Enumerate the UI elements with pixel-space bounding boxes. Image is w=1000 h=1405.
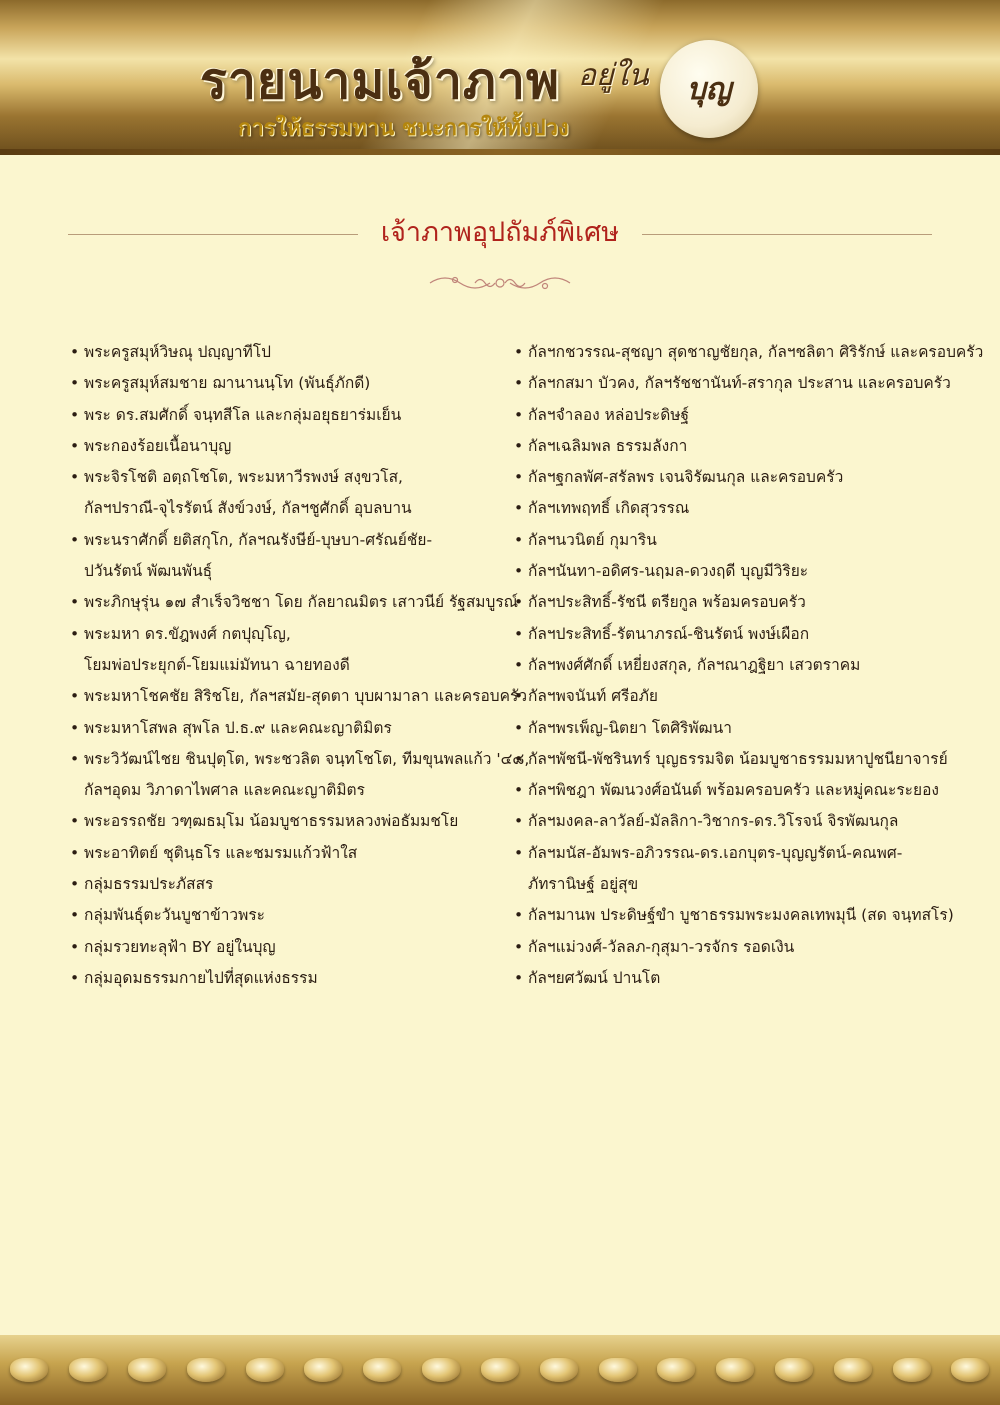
logo-icon [660,40,758,138]
list-item [68,462,508,525]
flourish-ornament-icon [425,271,575,295]
list-item-line: • พระภิกษุรุ่น ๑๗ สำเร็จวิชชา โดย กัลยาณมิตร เสาวนีย์ รัฐสมบูรณ์ [84,593,519,612]
list-item [512,525,952,556]
list-item [512,932,952,963]
list-item-line: • พระมหาโชคชัย สิริชโย, กัลฯสมัย-สุดตา บุบผามาลา และครอบครัว [84,687,528,706]
list-item-line: • กัลฯประสิทธิ์-รัตนาภรณ์-ชินรัตน์ พงษ์เผือก [528,624,810,643]
list-item-line: • พระครูสมุห์วิษณุ ปญฺญาทีโป [84,343,272,361]
list-item [512,368,952,399]
list-item [512,431,952,462]
list-item-line: • กัลฯมานพ ประดิษฐ์ขำ บูชาธรรมพระมงคลเทพมุนี (สด จนฺทสโร) [528,906,954,925]
list-item-line: • กลุ่มรวยทะลุฟ้า BY อยู่ในบุญ [84,937,276,956]
list-item-line: • พระอรรถชัย วฑฺฒธมฺโม น้อมบูชาธรรมหลวงพ่อธัมมชโย [84,812,459,831]
list-item-line: • กัลฯฐกลพัศ-สรัลพร เจนจิรัฒนกุล และครอบครัว [528,468,844,487]
list-item-line: กัลฯปราณี-จุไรรัตน์ สังข์วงษ์, กัลฯชูศักดิ์ อุบลบาน [84,499,412,518]
list-item-line: • พระ ดร.สมศักดิ์ จนฺทสีโล และกลุ่มอยุธยาร่มเย็น [84,405,402,424]
list-item-line: ปวันรัตน์ พัฒนพันธุ์ [84,562,213,581]
list-item [512,556,952,587]
list-item-line: • กัลฯยศวัฒน์ ปานโต [528,968,661,987]
list-item-line: • กัลฯเทพฤทธิ์ เกิดสุวรรณ [528,499,690,518]
list-item-line: • พระมหาโสพล สุพโล ป.ธ.๙ และคณะญาติมิตร [84,718,392,737]
list-item [512,462,952,493]
logo-text: บุญ [686,71,732,107]
list-item-line: • กัลฯพรเพ็ญ-นิตยา โตศิริพัฒนา [528,718,732,737]
list-item-line: • กัลฯพิชฎา พัฒนวงศ์อนันต์ พร้อมครอบครัว และหมู่คณะระยอง [528,781,939,800]
section-title: เจ้าภาพอุปถัมภ์พิเศษ [380,217,620,248]
gem-icon [187,1358,225,1382]
gem-icon [599,1358,637,1382]
list-item-line: • กัลฯพจนันท์ ศรีอภัย [528,687,658,706]
list-item-line: • กัลฯจำลอง หล่อประดิษฐ์ [528,405,690,424]
list-item [68,713,508,744]
list-item [68,681,528,712]
list-item [68,400,508,431]
list-item-line: • กลุ่มอุดมธรรมกายไปที่สุดแห่งธรรม [84,968,318,987]
list-item [512,963,952,994]
header-banner [0,0,1000,155]
gem-icon [363,1358,401,1382]
list-item [68,337,508,368]
list-item [512,713,952,744]
list-item [68,431,508,462]
right-donor-list [512,337,984,994]
gem-icon [481,1358,519,1382]
left-donor-list [68,337,530,994]
list-item [512,619,952,650]
list-item-line: • พระจิรโชติ อตฺถโชโต, พระมหาวีรพงษ์ สงฺขวโส, [84,468,403,487]
list-item-line: • กัลฯพัชนี-พัชรินทร์ บุญธรรมจิต น้อมบูชาธรรมมหาปูชนียาจารย์ [528,749,948,768]
list-item [68,619,508,682]
list-item [512,838,952,901]
list-item-line: • กัลฯพงศ์ศักดิ์ เหยี่ยงสกุล, กัลฯณาฎฐิยา เสวตราคม [528,655,861,674]
list-item-line: • กัลฯมนัส-อัมพร-อภิวรรณ-ดร.เอกบุตร-บุญญรัตน์-คณพศ- [528,843,903,862]
list-item [68,869,508,900]
gem-icon [69,1358,107,1382]
gem-icon [775,1358,813,1382]
list-item-line: • พระครูสมุห์สมชาย ฌานานนฺโท (พันธุ์ภักดี) [84,374,371,393]
list-item-line: • กัลฯนวนิตย์ กุมาริน [528,530,657,549]
list-item [68,368,508,399]
list-item [512,337,984,368]
list-item-line: กัลฯอุดม วิภาดาไพศาล และคณะญาติมิตร [84,781,365,800]
list-item-line: • พระมหา ดร.ขัฎพงศ์ กตปุญฺโญ, [84,624,291,643]
gem-icon [951,1358,989,1382]
gem-icon [10,1358,48,1382]
header-brand: อยู่ใน [578,58,649,93]
list-item-line: ภัทรานิษฐ์ อยู่สุข [528,875,639,894]
list-item-line: • กัลฯมงคล-ลาวัลย์-มัลลิกา-วิชากร-ดร.วิโรจน์ จิรพัฒนกุล [528,812,899,831]
list-item-line: • กัลฯกชวรรณ-สุชญา สุดชาญชัยกุล, กัลฯชลิตา ศิริรักษ์ และครอบครัว [528,343,984,361]
list-item [512,775,952,806]
gem-icon [893,1358,931,1382]
gem-icon [657,1358,695,1382]
list-item [512,681,952,712]
list-item-line: • พระกองร้อยเนื้อนาบุญ [84,436,232,455]
list-item [512,744,952,775]
section-heading [68,210,932,250]
gem-icon [422,1358,460,1382]
list-item [512,650,952,681]
list-item [512,900,952,931]
list-item [512,806,952,837]
header-subtitle: การให้ธรรมทาน ชนะการให้ทั้งปวง [238,116,569,141]
footer-border [0,1335,1000,1405]
gem-icon [246,1358,284,1382]
list-item [512,400,952,431]
list-item-line: • พระนราศักดิ์ ยติสกุโก, กัลฯณรังษีย์-บุษบา-ศรัณย์ชัย- [84,530,433,549]
gem-icon [128,1358,166,1382]
list-item-line: • พระวิวัฒน์ไชย ชินปุตฺโต, พระชวลิต จนฺทโชโต, ทีมขุนพลแก้ว '๔๘, [84,749,530,768]
divider-right [642,234,932,235]
gem-icon [304,1358,342,1382]
list-item [512,587,952,618]
list-item-line: • กัลฯนันทา-อดิศร-นฤมล-ดวงฤดี บุญมีวิริยะ [528,562,809,581]
list-item [68,525,508,588]
gem-icon [834,1358,872,1382]
list-item-line: • กัลฯเฉลิมพล ธรรมลังกา [528,436,688,455]
divider-left [68,234,358,235]
gem-icon [540,1358,578,1382]
list-item [68,900,508,931]
list-item [68,806,508,837]
header-title: รายนามเจ้าภาพ [200,51,560,110]
list-item [68,932,508,963]
list-item-line: • กัลฯแม่วงศ์-วัลลภ-กุสุมา-วรจักร รอดเงิน [528,937,795,956]
list-item-line: • กลุ่มพันธุ์ตะวันบูชาข้าวพระ [84,906,265,925]
list-item [68,838,508,869]
list-item [68,587,519,618]
list-item-line: • กลุ่มธรรมประภัสสร [84,875,214,894]
list-item-line: • กัลฯกสมา บัวคง, กัลฯรัชชานันท์-สรากุล ประสาน และครอบครัว [528,374,951,393]
list-item-line: • กัลฯประสิทธิ์-รัชนี ตรียกูล พร้อมครอบครัว [528,593,806,612]
list-item-line: โยมพ่อประยุกต์-โยมแม่มัทนา ฉายทองดี [84,655,350,674]
list-item-line: • พระอาทิตย์ ชุตินฺธโร และชมรมแก้วฟ้าใส [84,843,358,862]
list-item [68,744,530,807]
list-item [512,493,952,524]
list-item [68,963,508,994]
gem-icon [716,1358,754,1382]
